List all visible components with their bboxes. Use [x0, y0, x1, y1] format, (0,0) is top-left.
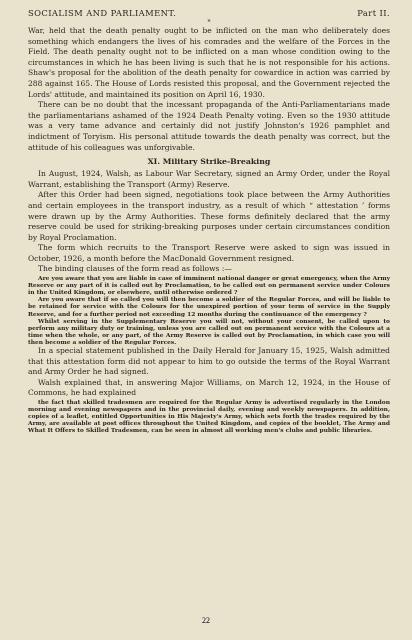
page-number: 22: [202, 616, 210, 625]
quoted-clause-2: Are you aware that if so called you will then become a soldier of the Regular Forces, and will be liable to be retained for service with the Colours for the unexpired portion of your term of service in the Supply Reserve, and for a further period not exceeding 12 months during the continuance of the emergency ?: [28, 296, 390, 318]
paragraph-negotiations: After this Order had been signed, negotiations took place between the Army Authorities and certain employees in the transport industry, as a result of which “ attestation ’ forms were drawn up by the Army Authorities. These forms definitely declared that the army reserve could be used for striking-breaking purposes under certain circumstances condition by Royal Proclamation.: [28, 190, 390, 242]
paragraph-form-issued: The form which recruits to the Transport Reserve were asked to sign was issued in October, 1926, a month before the MacDonald Government resigned.: [28, 243, 390, 263]
paragraph-binding-clauses: The binding clauses of the form read as follows :—: [38, 264, 232, 274]
quoted-clause-1: Are you aware that you are liable in case of imminent national danger or great emergency, when the Army Reserve or any part of it is called out by Proclamation, to be called out on permanent service under Colours in the United Kingdom, or elsewhere, until otherwise ordered ?: [28, 275, 390, 297]
asterisk-mark: *: [207, 19, 211, 26]
quoted-clause-3: Whilst serving in the Supplementary Reserve you will not, without your consent, be called upon to perform any military duty or training, unless you are called out on permanent service with the Colours at a time when the whole, or any part, of the Army Reserve is called out by Proclamation, in which case you will then become a soldier of the Regular Forces.: [28, 317, 390, 346]
paragraph-death-penalty: War, held that the death penalty ought to be inflicted on the man who deliberately does something which endangers the lives of his comrades and the welfare of the Forces in the Field. The death penalty ought not to be inflicted on a man whose condition owing to the circumstances in which he has been living is such that he is not responsible for his actions. Shaw's proposal for the abolition of the death penalty for cowardice in action was carried by 288 against 165. The House of Lords resisted this proposal, and the Government rejected the Lords' attitude, and maintained its position on April 16, 1930.: [28, 26, 390, 99]
paragraph-army-order: In August, 1924, Walsh, as Labour War Secretary, signed an Army Order, under the Royal Warrant, establishing the Transport (Army) Reserve.: [28, 169, 390, 189]
section-heading: XI. Military Strike-Breaking: [147, 157, 271, 167]
quoted-tradesmen: the fact that skilled tradesmen are required for the Regular Army is advertised regularly in the London morning and evening newspapers and in the provincial daily, evening and weekly newspapers. In addition, copies of a leaflet, entitled Opportunities in His Majesty's Army, which sets forth the trades required by the Army, are available at post offices throughout the United Kingdom, and copies of the booklet, The Army and What It Offers to Skilled Tradesmen, can be seen in almost all working men's clubs and public libraries.: [28, 398, 390, 435]
paragraph-walsh-explained: Walsh explained that, in answering Major Williams, on March 12, 1924, in the House of Commons, he had explained: [28, 377, 390, 398]
paragraph-daily-herald: In a special statement published in the Daily Herald for January 15, 1925, Walsh admitted that this attestation form did not appear to him to go outside the terms of the Royal Warrant and Army Order he had signed.: [28, 346, 390, 377]
header-title: SOCIALISM AND PARLIAMENT.: [28, 8, 177, 18]
header-part: Part II.: [357, 8, 390, 18]
paragraph-propaganda: There can be no doubt that the incessant propaganda of the Anti-Parliamentarians made the parliamentarians ashamed of the 1924 Death Penalty voting. Even so the 1930 attitude was a very tame advance and certainly did not justify Johnston's 1926 pamphlet and indictment of Toryism. His personal attitude towards the death penalty was correct, but the attitude of his colleagues was unforgivable.: [28, 100, 390, 152]
running-header: [28, 8, 390, 18]
